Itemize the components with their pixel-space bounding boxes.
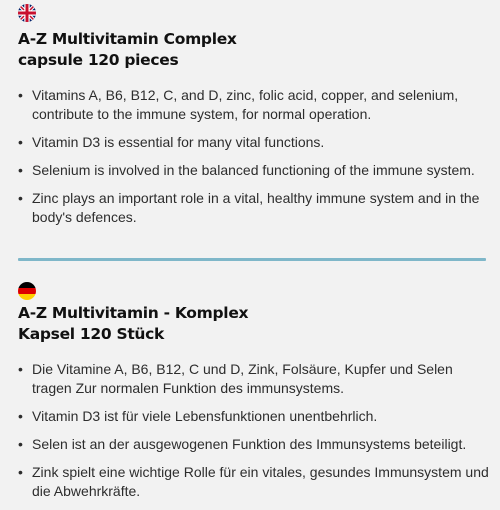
product-title-en: [18, 29, 237, 71]
list-item-text: Die Vitamine A, B6, B12, C und D, Zink, Folsäure, Kupfer und Selen tragen Zur normalen Funktion des immunsystems.: [32, 361, 453, 396]
bullet-icon: •: [18, 436, 23, 452]
list-item-text: Selenium is involved in the balanced functioning of the immune system.: [32, 162, 475, 178]
list-item-text: Vitamins A, B6, B12, C, and D, zinc, folic acid, copper, and selenium, contribute to the immune system, for normal operation.: [32, 87, 459, 122]
bullet-icon: •: [18, 361, 23, 377]
title-line-1: A-Z Multivitamin Complex: [18, 30, 237, 48]
bullet-icon: •: [18, 190, 23, 206]
list-item-text: Zink spielt eine wichtige Rolle für ein vitales, gesundes Immunsystem und die Abwehrkräfte.: [32, 464, 489, 499]
list-item-text: Selen ist an der ausgewogenen Funktion des Immunsystems beteiligt.: [32, 436, 467, 452]
product-title-de: [18, 303, 248, 345]
title-line-1: A-Z Multivitamin - Komplex: [18, 304, 249, 322]
bullet-list-de: [18, 360, 490, 510]
section-divider: [18, 258, 486, 261]
list-item-text: Vitamin D3 is essential for many vital functions.: [32, 134, 325, 150]
list-item-text: Zinc plays an important role in a vital, healthy immune system and in the body's defences.: [32, 190, 480, 225]
list-item-text: Vitamin D3 ist für viele Lebensfunktionen unentbehrlich.: [32, 408, 378, 424]
list-item: [18, 133, 490, 152]
list-item: [18, 435, 490, 454]
bullet-icon: •: [18, 134, 23, 150]
germany-flag-icon: [18, 282, 36, 300]
bullet-icon: •: [18, 162, 23, 178]
title-line-2: capsule 120 pieces: [18, 51, 179, 69]
bullet-list-en: [18, 86, 490, 236]
list-item: [18, 407, 490, 426]
list-item: [18, 161, 490, 180]
uk-flag-icon: [18, 4, 36, 22]
list-item: [18, 463, 490, 501]
list-item: [18, 86, 490, 124]
bullet-icon: •: [18, 408, 23, 424]
bullet-icon: •: [18, 464, 23, 480]
bullet-icon: •: [18, 87, 23, 103]
list-item: [18, 189, 490, 227]
title-line-2: Kapsel 120 Stück: [18, 325, 165, 343]
list-item: [18, 360, 490, 398]
